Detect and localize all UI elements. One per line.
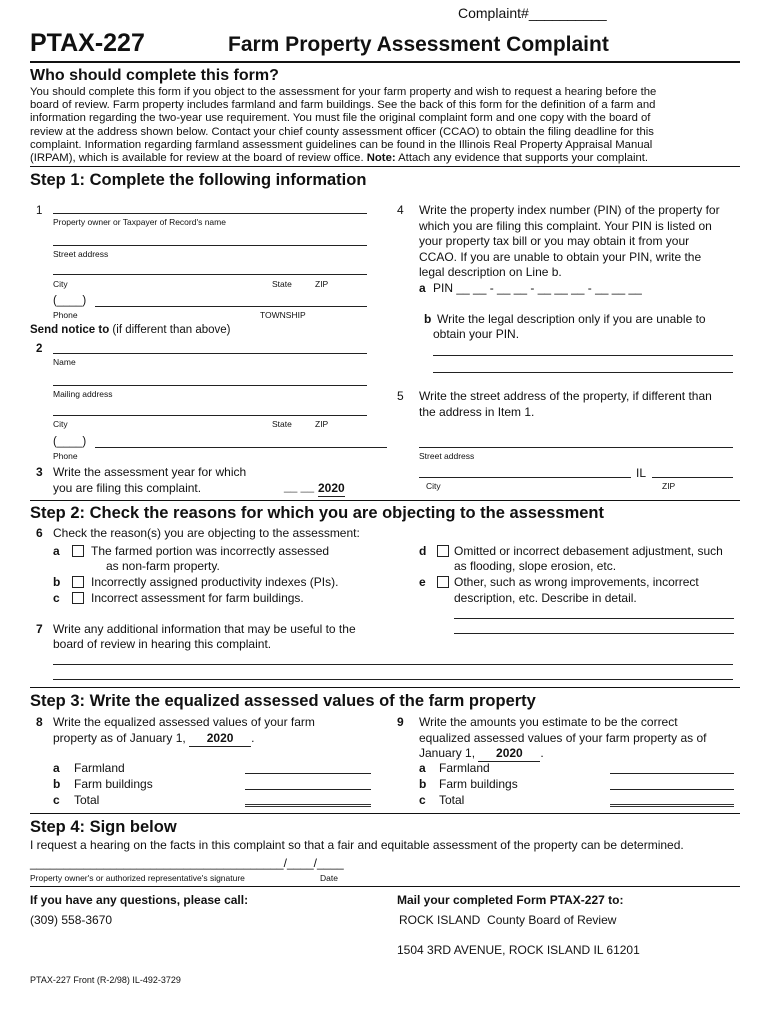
- eav-total-field[interactable]: [245, 804, 371, 807]
- additional-info-field-2[interactable]: [53, 679, 733, 680]
- eav-farmland-field[interactable]: [245, 773, 371, 774]
- notice-city-label: City: [53, 419, 68, 429]
- item4-line: CCAO. If you are unable to obtain your PIN, write the: [419, 249, 702, 264]
- reason-d-checkbox[interactable]: [437, 545, 449, 557]
- item9-a-label: a: [419, 761, 426, 775]
- reason-e-label: e: [419, 575, 426, 589]
- step3-heading: Step 3: Write the equalized assessed values of the farm property: [30, 692, 536, 710]
- item9-a-text: Farmland: [439, 761, 490, 775]
- property-city-label: City: [426, 481, 441, 491]
- owner-city-label: City: [53, 279, 68, 289]
- reason-b-text: Incorrectly assigned productivity indexes (PIs).: [91, 575, 339, 589]
- est-farmland-field[interactable]: [610, 773, 734, 774]
- legal-b-line1: Write the legal description only if you are unable to: [437, 312, 706, 326]
- item3-number: 3: [36, 465, 43, 479]
- owner-name-label: Property owner or Taxpayer of Record's name: [53, 217, 226, 227]
- item9-line3-start: January 1,: [419, 746, 479, 760]
- reason-e-checkbox[interactable]: [437, 576, 449, 588]
- legal-description-field-2[interactable]: [433, 372, 733, 373]
- item9-line3: January 1, 2020 .: [419, 746, 544, 760]
- notice-state-label: State: [272, 419, 292, 429]
- hearing-statement: I request a hearing on the facts in this complaint so that a fair and equitable assessment of the property can be determined.: [30, 838, 684, 852]
- property-zip-field[interactable]: [652, 477, 733, 478]
- item4-number: 4: [397, 203, 404, 217]
- owner-city-field[interactable]: [53, 274, 367, 275]
- assessment-year-prefix: __ __: [284, 479, 315, 493]
- item1-number: 1: [36, 205, 43, 217]
- item8-c-text: Total: [74, 793, 100, 807]
- notice-name-label: Name: [53, 357, 76, 367]
- item9-c-label: c: [419, 793, 426, 807]
- pin-a-label: a: [419, 281, 426, 295]
- other-description-field-1[interactable]: [454, 618, 734, 619]
- item8-year-field[interactable]: 2020: [189, 731, 251, 747]
- reason-e-line1: Other, such as wrong improvements, incorrect: [454, 575, 699, 589]
- send-notice-heading: [30, 323, 230, 338]
- item9-line2: equalized assessed values of your farm property as of: [419, 731, 707, 745]
- owner-state-label: State: [272, 279, 292, 289]
- item8-number: 8: [36, 715, 43, 729]
- owner-phone-area[interactable]: (____): [53, 295, 87, 307]
- legal-b-label: b: [424, 312, 432, 326]
- assessment-year-field[interactable]: 2020: [318, 481, 345, 495]
- notice-phone-label: Phone: [53, 451, 78, 461]
- item4-line: legal description on Line b.: [419, 265, 562, 279]
- property-city-field[interactable]: [419, 477, 631, 478]
- item4-line: Write the property index number (PIN) of the property for: [419, 203, 720, 217]
- item7-line1: Write any additional information that may be useful to the: [53, 622, 356, 636]
- mail-heading: Mail your completed Form PTAX-227 to:: [397, 893, 624, 907]
- item8-line2-start: property as of January 1,: [53, 731, 190, 745]
- owner-street-field[interactable]: [53, 245, 367, 246]
- item9-c-text: Total: [439, 793, 465, 807]
- reason-d-line2: as flooding, slope erosion, etc.: [454, 559, 617, 573]
- who-line: board of review. Farm property includes farmland and farm buildings. See the back of this form for the definition of a farm and: [30, 99, 656, 112]
- item8-b-text: Farm buildings: [74, 777, 153, 791]
- send-notice-bold: Send notice to: [30, 324, 110, 336]
- step2-heading: Step 2: Check the reasons for which you are objecting to the assessment: [30, 504, 604, 522]
- notice-phone-field[interactable]: [95, 447, 387, 448]
- signature-label: Property owner's or authorized representative's signature: [30, 873, 245, 883]
- item7-number: 7: [36, 622, 43, 636]
- owner-phone-field[interactable]: [95, 306, 367, 307]
- eav-buildings-field[interactable]: [245, 789, 371, 790]
- reason-a-checkbox[interactable]: [72, 545, 84, 557]
- who-line: complaint. Information regarding farmland assessment guidelines can be found in the Illinois Real Property Appraisal Manual: [30, 138, 653, 151]
- date-label: Date: [320, 873, 338, 883]
- item4-text: [419, 203, 720, 281]
- mail-address: 1504 3RD AVENUE, ROCK ISLAND IL 61201: [397, 943, 640, 957]
- note-text: Attach any evidence that supports your complaint.: [395, 152, 649, 165]
- reason-c-label: c: [53, 591, 60, 605]
- step3-rule: [30, 813, 740, 814]
- signature-date-field[interactable]: ______________________________________/____/____: [30, 856, 344, 870]
- property-street-label: Street address: [419, 451, 475, 461]
- item5-number: 5: [397, 389, 404, 403]
- step1-heading: Step 1: Complete the following information: [30, 171, 367, 189]
- who-line: review at the address shown below. Contact your chief county assessment officer (CCAO) to obtain the filing deadline for this: [30, 125, 654, 138]
- item9-b-text: Farm buildings: [439, 777, 518, 791]
- reason-d-line1: Omitted or incorrect debasement adjustment, such: [454, 544, 723, 558]
- reason-e-line2: description, etc. Describe in detail.: [454, 591, 637, 605]
- questions-heading: If you have any questions, please call:: [30, 893, 249, 907]
- send-notice-rest: (if different than above): [109, 324, 231, 336]
- reason-c-text: Incorrect assessment for farm buildings.: [91, 591, 304, 605]
- note-label: Note:: [366, 152, 396, 165]
- form-id: PTAX-227: [30, 29, 145, 57]
- item9-b-label: b: [419, 777, 427, 791]
- property-street-field[interactable]: [419, 447, 733, 448]
- item3-line2: you are filing this complaint.: [53, 481, 202, 495]
- board-name: County Board of Review: [487, 913, 617, 927]
- item2-number: 2: [36, 343, 43, 355]
- pin-field[interactable]: PIN __ __ - __ __ - __ __ __ - __ __ __: [433, 281, 642, 295]
- item6-intro: Check the reason(s) you are objecting to the assessment:: [53, 526, 360, 540]
- contact-phone: (309) 558-3670: [30, 913, 113, 927]
- step4-heading: Step 4: Sign below: [30, 818, 177, 836]
- property-zip-label: ZIP: [662, 481, 676, 491]
- reason-d-label: d: [419, 544, 427, 558]
- reason-a-line1: The farmed portion was incorrectly assessed: [91, 544, 330, 558]
- other-description-field-2[interactable]: [454, 633, 734, 634]
- property-il-text: IL: [636, 466, 647, 480]
- legal-b-line2: obtain your PIN.: [433, 327, 520, 341]
- county-name: ROCK ISLAND: [399, 913, 481, 927]
- item4-line: your property tax bill or you may obtain it from your: [419, 234, 690, 248]
- additional-info-field-1[interactable]: [53, 664, 733, 665]
- header-rule: [30, 61, 740, 63]
- owner-street-label: Street address: [53, 249, 109, 259]
- notice-phone-area[interactable]: (____): [53, 436, 87, 448]
- mail-county: [399, 913, 616, 928]
- est-total-field[interactable]: [610, 804, 734, 807]
- item4-line: which you are filing this complaint. Your PIN is listed on: [419, 218, 712, 233]
- notice-name-field[interactable]: [53, 353, 367, 354]
- item7-line2: board of review in hearing this complaint.: [53, 637, 272, 651]
- notice-mailing-field[interactable]: [53, 385, 367, 386]
- who-paragraph: [30, 86, 656, 165]
- owner-name-field[interactable]: [53, 213, 367, 214]
- reason-b-checkbox[interactable]: [72, 576, 84, 588]
- item8-b-label: b: [53, 777, 61, 791]
- item5-line1: Write the street address of the property, if different than: [419, 389, 712, 403]
- reason-b-label: b: [53, 575, 61, 589]
- est-buildings-field[interactable]: [610, 789, 734, 790]
- item3-line1: Write the assessment year for which: [53, 465, 247, 479]
- complaint-number-field[interactable]: Complaint#__________: [458, 5, 607, 21]
- item8-line1: Write the equalized assessed values of your farm: [53, 715, 315, 729]
- notice-city-field[interactable]: [53, 415, 367, 416]
- item5-line2: the address in Item 1.: [419, 405, 535, 419]
- who-last-line: (IRPAM), which is available for review at the board of review office.: [30, 152, 367, 165]
- step4-rule: [30, 886, 740, 887]
- item6-number: 6: [36, 526, 43, 540]
- step1-rule: [30, 500, 740, 501]
- who-heading: Who should complete this form?: [30, 67, 279, 84]
- form-revision: PTAX-227 Front (R-2/98) IL-492-3729: [30, 975, 181, 985]
- who-rule: [30, 166, 740, 167]
- owner-phone-label: Phone: [53, 310, 78, 320]
- who-line: [30, 152, 656, 165]
- reason-a-label: a: [53, 544, 60, 558]
- who-line: You should complete this form if you object to the assessment for your farm property and wish to request a hearing before the: [30, 86, 657, 98]
- item9-number: 9: [397, 715, 404, 729]
- item9-year-field[interactable]: 2020: [478, 746, 540, 762]
- step2-rule: [30, 687, 740, 688]
- notice-mailing-label: Mailing address: [53, 389, 113, 399]
- reason-c-checkbox[interactable]: [72, 592, 84, 604]
- item8-a-text: Farmland: [74, 761, 125, 775]
- item9-line1: Write the amounts you estimate to be the correct: [419, 715, 678, 729]
- item8-c-label: c: [53, 793, 60, 807]
- township-label: TOWNSHIP: [260, 310, 306, 320]
- notice-zip-label: ZIP: [315, 419, 329, 429]
- form-title: Farm Property Assessment Complaint: [228, 33, 609, 56]
- legal-description-field-1[interactable]: [433, 355, 733, 356]
- item8-line2: property as of January 1, 2020 .: [53, 731, 255, 745]
- owner-zip-label: ZIP: [315, 279, 329, 289]
- who-line: information regarding the two-year use requirement. You must file the original complaint form and one copy with the board of: [30, 112, 651, 125]
- item8-a-label: a: [53, 761, 60, 775]
- reason-a-line2: as non-farm property.: [106, 559, 220, 573]
